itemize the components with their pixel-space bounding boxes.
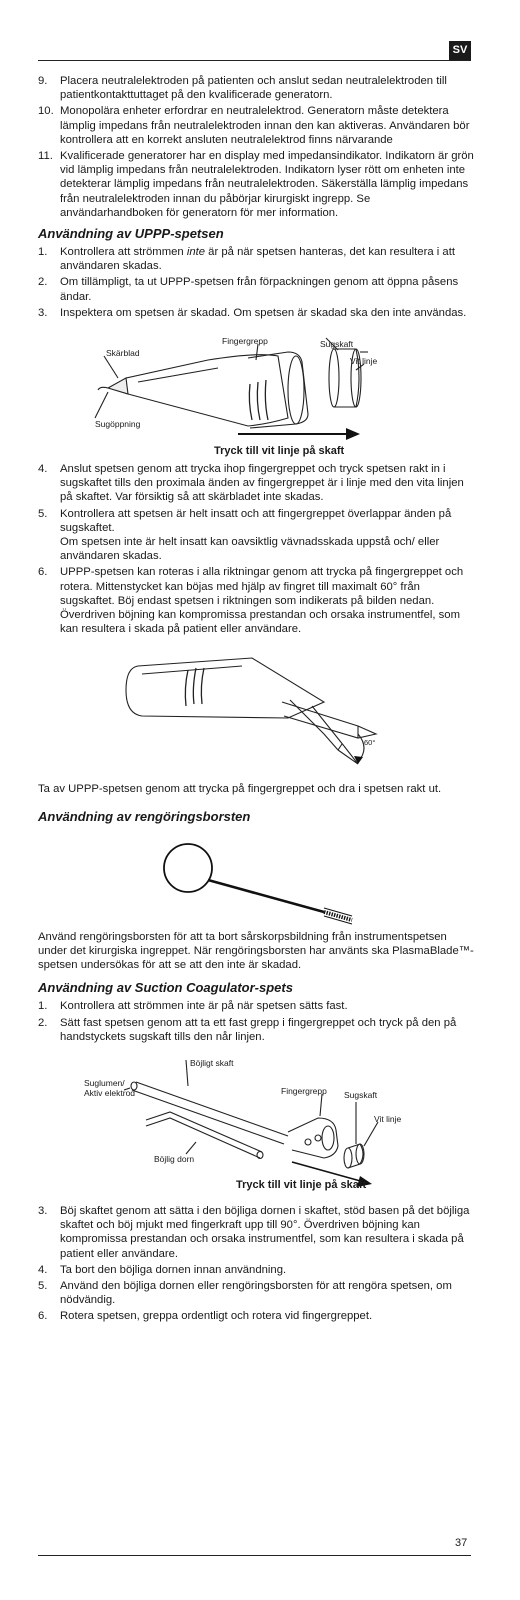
item-text: Kontrollera att strömmen inte är på när spetsen sätts fast. bbox=[60, 1000, 348, 1013]
item-number: 9. bbox=[38, 75, 48, 87]
label-flexible-shaft: Böjligt skaft bbox=[190, 1057, 234, 1068]
brush-text: Använd rengöringsborsten för att ta bort sårskorpsbildning från instrumentspetsen under det kirurgiska ingreppet. När rengöringsborsten har använts ska PlasmaBlade™-spetsen undersökas för att se att den inte är skadad. bbox=[38, 930, 474, 972]
item-number: 3. bbox=[38, 1204, 48, 1217]
item-number: 10. bbox=[38, 105, 54, 118]
uppp-steps-list-1 bbox=[38, 245, 474, 320]
uppp-tip-figure bbox=[38, 322, 474, 462]
page-content bbox=[38, 74, 474, 1326]
uppp-bend-illustration bbox=[38, 638, 474, 778]
list-item bbox=[38, 1309, 474, 1323]
list-item bbox=[38, 74, 474, 102]
label-suction-opening: Sugöppning bbox=[95, 419, 141, 430]
language-badge: SV bbox=[449, 41, 471, 60]
item-text-pre: Kontrollera att strömmen bbox=[60, 246, 187, 259]
list-item bbox=[38, 245, 474, 273]
item-number: 3. bbox=[38, 306, 48, 319]
list-item bbox=[38, 1279, 474, 1307]
item-number: 2. bbox=[38, 1016, 48, 1029]
list-item bbox=[38, 999, 474, 1013]
list-item bbox=[38, 507, 474, 564]
item-text: Kvalificerade generatorer har en display med impedansindikator. Indikatorn är grön vid lämplig impedans från neutralelektroden. Indikatorn lyser rött om enheten inte detekterar lämplig impedans från neutralelektroden. Säkerställa lämplig impedans från neutralelektroden innan du påbörjar kirurgiskt ingrepp. Se användarhandboken för generatorn för mer information. bbox=[60, 150, 474, 219]
label-flexible-mandrel: Böjlig dorn bbox=[154, 1153, 195, 1164]
item-number: 1. bbox=[38, 1000, 48, 1013]
page-number: 37 bbox=[455, 1537, 468, 1549]
item-text: UPPP-spetsen kan roteras i alla riktningar genom att trycka på fingergreppet och rotera. Mittenstycket kan böjas med hjälp av fingret till maximalt 60° från sugskaftet. Böj endast spetsen i riktningen som indikerats på bilden nedan. Överdriven böjning kan kompromissa prestandan och orsaka instrumentfel, som kan resultera i skada på patient eller användare. bbox=[60, 566, 464, 636]
label-active-electrode: Aktiv elektrod bbox=[84, 1087, 136, 1098]
suction-steps-list-1 bbox=[38, 999, 474, 1044]
item-text-emphasis: inte bbox=[186, 246, 206, 259]
label-bend-angle: 60° bbox=[364, 738, 376, 748]
item-text-post: är på när spetsen hanteras, det kan resultera i att användaren skadas. bbox=[60, 246, 455, 273]
item-text-warning: Om spetsen inte är helt insatt kan oavsiktlig vävnadsskada uppstå och/ eller användaren skadas. bbox=[60, 536, 440, 563]
header-rule bbox=[38, 60, 471, 61]
figure-caption: Tryck till vit linje på skaft bbox=[214, 445, 345, 458]
item-text: Rotera spetsen, greppa ordentligt och rotera vid fingergreppet. bbox=[60, 1310, 373, 1323]
section-heading-brush: Användning av rengöringsborsten bbox=[38, 808, 251, 824]
item-number: 4. bbox=[38, 1263, 48, 1276]
list-item bbox=[38, 149, 474, 220]
item-number: 5. bbox=[38, 507, 48, 520]
generator-steps-list bbox=[38, 74, 474, 220]
list-item bbox=[38, 1204, 474, 1261]
list-item bbox=[38, 1263, 474, 1277]
item-text: Anslut spetsen genom att trycka ihop fingergreppet och tryck spetsen rakt in i sugskaftet tills den proximala änden av fingergreppet är i linje med den vita linjen på skaftet. Var försiktig så att skärbladet inte skadas. bbox=[60, 463, 464, 504]
footer-rule bbox=[38, 1555, 471, 1556]
item-text: Sätt fast spetsen genom att ta ett fast grepp i fingergreppet och tryck på den på handstyckets sugskaft tills den når linjen. bbox=[60, 1016, 457, 1043]
item-text: Böj skaftet genom att sätta i den böjliga dornen i skaftet, stöd basen på det böjliga skaftet och böj mjukt med fingerkraft upp till 90°. Överdriven böjning kan kompromissa prestandan och orsaka instrumentfel, som kan resultera i skada på patient eller användare. bbox=[60, 1204, 470, 1260]
item-text: Placera neutralelektroden på patienten och anslut sedan neutralelektroden till patientkontakttuttaget på den kvalificerade generatorn. bbox=[60, 75, 447, 102]
item-number: 6. bbox=[38, 566, 48, 579]
label-white-line: Vit linje bbox=[374, 1113, 402, 1124]
item-number: 5. bbox=[38, 1279, 48, 1292]
item-number: 11. bbox=[38, 150, 53, 163]
label-suction-lumen: Suglumen/ bbox=[84, 1077, 125, 1088]
list-item bbox=[38, 565, 474, 636]
figure-caption: Tryck till vit linje på skaft bbox=[236, 1178, 367, 1191]
label-white-line: Vit linje bbox=[350, 356, 378, 367]
uppp-bend-figure bbox=[38, 638, 474, 778]
uppp-remove-text: Ta av UPPP-spetsen genom att trycka på fingergreppet och dra i spetsen rakt ut. bbox=[38, 783, 442, 796]
item-text: Ta bort den böjliga dornen innan användning. bbox=[60, 1263, 287, 1276]
item-number: 2. bbox=[38, 276, 48, 289]
item-number: 1. bbox=[38, 246, 48, 259]
suction-steps-list-2 bbox=[38, 1204, 474, 1324]
label-finger-grip: Fingergrepp bbox=[281, 1085, 327, 1096]
item-number: 6. bbox=[38, 1310, 48, 1323]
label-suction-shaft: Sugskaft bbox=[344, 1089, 378, 1100]
list-item bbox=[38, 104, 474, 147]
uppp-steps-list-2 bbox=[38, 462, 474, 636]
item-text: Kontrollera att spetsen är helt insatt och att fingergreppet överlappar änden på sugskaftet. bbox=[60, 507, 452, 534]
item-text: Monopolära enheter erfordrar en neutralelektrod. Generatorn måste detektera lämplig impedans från neutralelektroden innan den kan aktiveras. Användaren bör kontrollera att en korrekt ansluten neutralelektrod finns närvarande bbox=[60, 105, 470, 146]
item-text: Om tillämpligt, ta ut UPPP-spetsen från förpackningen genom att öppna påsens ändar. bbox=[60, 276, 459, 303]
label-cutting-blade: Skärblad bbox=[106, 348, 140, 359]
section-heading-uppp: Användning av UPPP-spetsen bbox=[38, 226, 224, 242]
section-heading-suction: Användning av Suction Coagulator-spets bbox=[38, 980, 293, 996]
item-number: 4. bbox=[38, 463, 48, 476]
list-item bbox=[38, 462, 474, 505]
cleaning-brush-figure bbox=[38, 828, 474, 926]
item-text: Använd den böjliga dornen eller rengöringsborsten för att rengöra spetsen, om nödvändig. bbox=[60, 1279, 452, 1307]
cleaning-brush-illustration bbox=[38, 828, 474, 926]
list-item bbox=[38, 275, 474, 303]
list-item bbox=[38, 306, 474, 320]
label-finger-grip: Fingergrepp bbox=[222, 336, 268, 347]
suction-tip-illustration bbox=[38, 1046, 474, 1196]
list-item bbox=[38, 1016, 474, 1044]
item-text: Inspektera om spetsen är skadad. Om spetsen är skadad ska den inte användas. bbox=[60, 306, 467, 319]
label-suction-shaft: Sugskaft bbox=[320, 339, 354, 350]
suction-tip-figure bbox=[38, 1046, 474, 1196]
